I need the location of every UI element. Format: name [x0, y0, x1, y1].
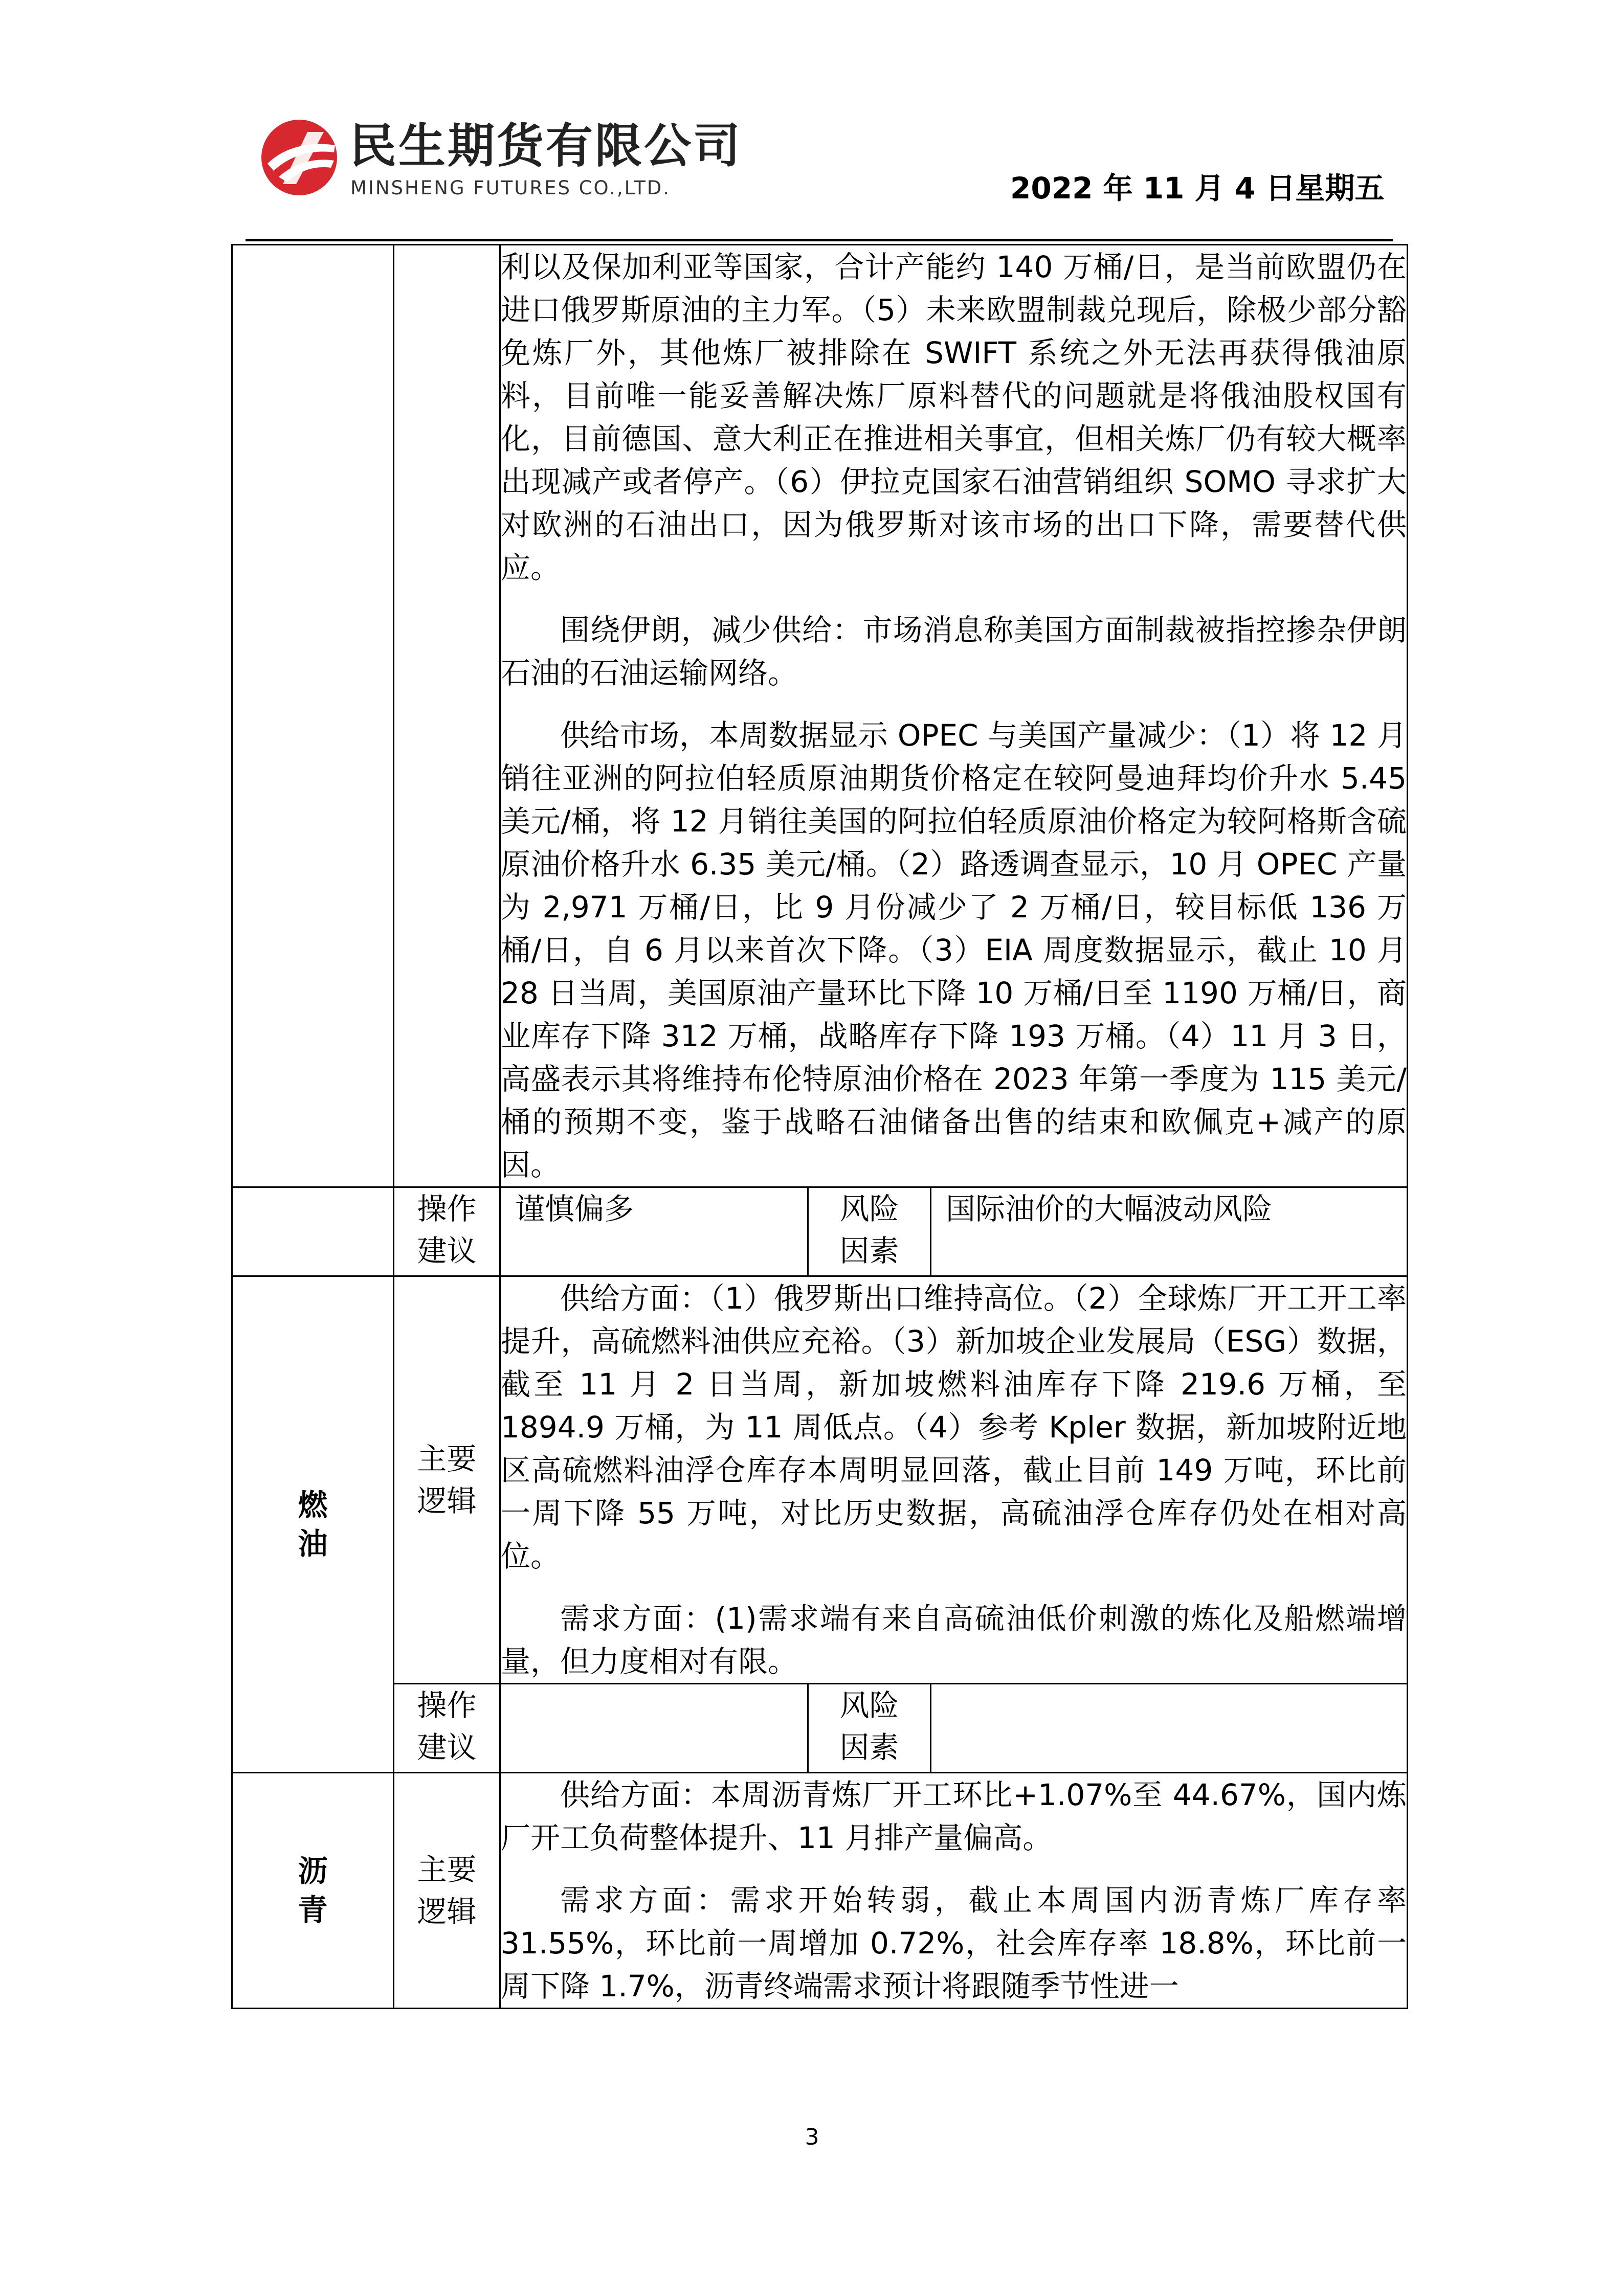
fuel-oil-paragraph: 需求方面：(1)需求端有来自高硫油低价刺激的炼化及船燃端增量，但力度相对有限。 — [501, 1601, 1407, 1679]
company-name-en: MINSHENG FUTURES CO.,LTD. — [350, 177, 671, 199]
asphalt-logic-content — [500, 1773, 1408, 2009]
crude-ops-value: 谨慎偏多 — [500, 1187, 808, 1276]
crude-paragraph: 利以及保加利亚等国家，合计产能约 140 万桶/日，是当前欧盟仍在进口俄罗斯原油的主力军。（5）未来欧盟制裁兑现后，除极少部分豁免炼厂外，其他炼厂被排除在 SWIFT 系统之外无法再获得俄油原料，目前唯一能妥善解决炼厂原料替代的问题就是将俄油股权国有化，目前德国、意大利正在推进相关事宜，但相关炼厂仍有较大概率出现减产或者停产。（6）伊拉克国家石油营销组织 SOMO 寻求扩大对欧洲的石油出口，因为俄罗斯对该市场的出口下降，需要替代供应。 — [501, 250, 1407, 585]
crude-logic-label-cell — [394, 245, 500, 1187]
crude-ops-row — [232, 1187, 1408, 1276]
commodity-analysis-table — [231, 244, 1408, 2009]
company-logo — [258, 117, 770, 209]
page-number: 3 — [805, 2124, 819, 2150]
minsheng-logo-icon — [258, 117, 340, 198]
fuel-oil-risk-value — [931, 1684, 1408, 1773]
fuel-oil-risk-label: 风险因素 — [808, 1684, 931, 1773]
crude-risk-value: 国际油价的大幅波动风险 — [931, 1187, 1408, 1276]
fuel-oil-section-label: 燃油 — [232, 1276, 394, 1773]
fuel-oil-ops-label: 操作建议 — [394, 1684, 500, 1773]
asphalt-logic-label: 主要逻辑 — [394, 1773, 500, 2009]
crude-section-cell-lower — [232, 1187, 394, 1276]
crude-logic-content — [500, 245, 1408, 1187]
crude-paragraph: 围绕伊朗，减少供给：市场消息称美国方面制裁被指控掺杂伊朗石油的石油运输网络。 — [501, 613, 1407, 690]
asphalt-logic-row — [232, 1773, 1408, 2009]
fuel-oil-logic-content — [500, 1276, 1408, 1684]
fuel-oil-ops-value — [500, 1684, 808, 1773]
crude-paragraph: 供给市场，本周数据显示 OPEC 与美国产量减少：（1）将 12 月销往亚洲的阿拉伯轻质原油期货价格定在较阿曼迪拜均价升水 5.45 美元/桶，将 12 月销往美国的阿拉伯轻质原油价格定为较阿格斯含硫原油价格升水 6.35 美元/桶。（2）路透调查显示，10 月 OPEC 产量为 2,971 万桶/日，比 9 月份减少了 2 万桶/日，较目标低 136 万桶/日，自 6 月以来首次下降。（3）EIA 周度数据显示，截止 10 月 28 日当周，美国原油产量环比下降 10 万桶/日至 1190 万桶/日，商业库存下降 312 万桶，战略库存下降 193 万桶。（4）11 月 3 日，高盛表示其将维持布伦特原油价格在 2023 年第一季度为 115 美元/桶的预期不变，鉴于战略石油储备出售的结束和欧佩克+减产的原因。 — [501, 718, 1407, 1182]
fuel-oil-paragraph: 供给方面：（1）俄罗斯出口维持高位。（2）全球炼厂开工开工率提升，高硫燃料油供应充裕。（3）新加坡企业发展局（ESG）数据，截至 11 月 2 日当周，新加坡燃料油库存下降 219.6 万桶，至 1894.9 万桶，为 11 周低点。（4）参考 Kpler 数据，新加坡附近地区高硫燃料油浮仓库存本周明显回落，截止目前 149 万吨，环比前一周下降 55 万吨，对比历史数据，高硫油浮仓库存仍处在相对高位。 — [501, 1281, 1407, 1573]
asphalt-paragraph: 供给方面：本周沥青炼厂开工环比+1.07%至 44.67%，国内炼厂开工负荷整体提升、11 月排产量偏高。 — [501, 1777, 1407, 1855]
crude-section-cell — [232, 245, 394, 1187]
fuel-oil-logic-label: 主要逻辑 — [394, 1276, 500, 1684]
fuel-oil-logic-row — [232, 1276, 1408, 1684]
crude-risk-label: 风险因素 — [808, 1187, 931, 1276]
header-divider — [246, 239, 1393, 241]
asphalt-section-label: 沥青 — [232, 1773, 394, 2009]
asphalt-paragraph: 需求方面：需求开始转弱，截止本周国内沥青炼厂库存率 31.55%，环比前一周增加 0.72%，社会库存率 18.8%，环比前一周下降 1.7%，沥青终端需求预计将跟随季节性进一 — [501, 1883, 1407, 2004]
report-date: 2022 年 11 月 4 日星期五 — [1010, 171, 1385, 206]
crude-logic-row — [232, 245, 1408, 1187]
crude-ops-label: 操作建议 — [394, 1187, 500, 1276]
fuel-oil-ops-row — [232, 1684, 1408, 1773]
company-name-cn: 民生期货有限公司 — [349, 119, 743, 173]
